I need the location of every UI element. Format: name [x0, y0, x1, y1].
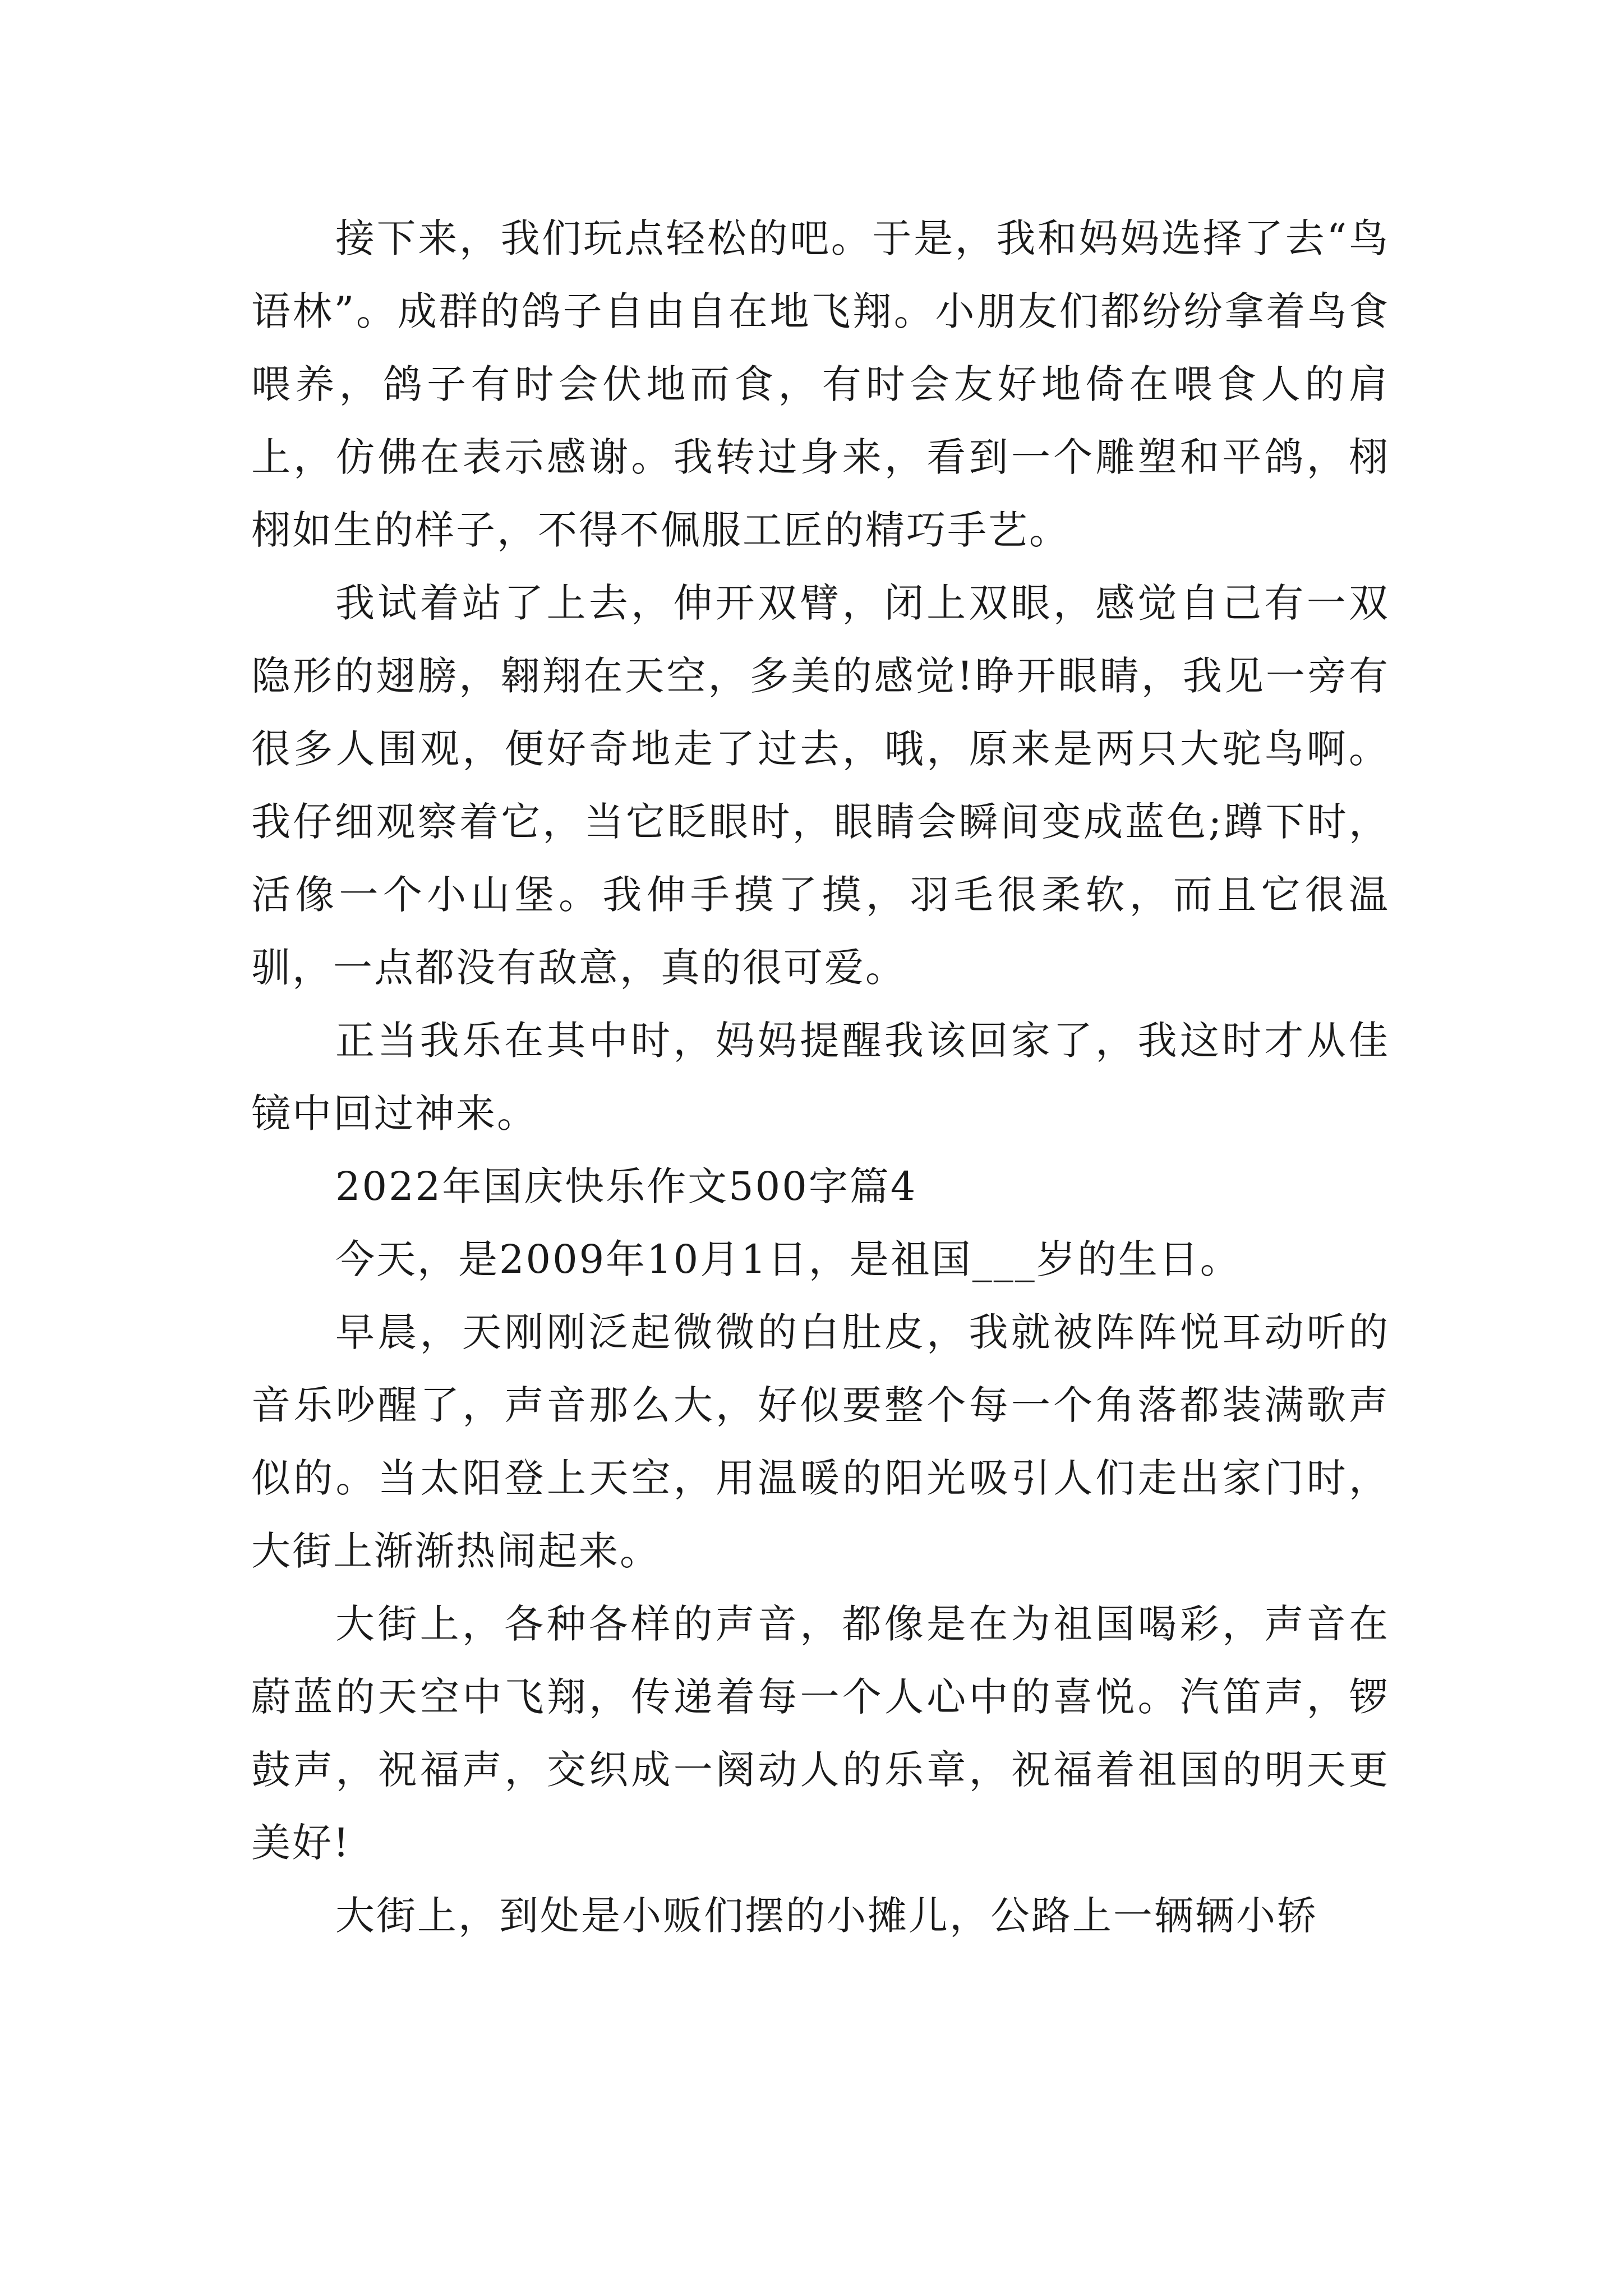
- paragraph-morning: 早晨，天刚刚泛起微微的白肚皮，我就被阵阵悦耳动听的音乐吵醒了，声音那么大，好似要整个每一个角落都装满歌声似的。当太阳登上天空，用温暖的阳光吸引人们走出家门时，大街上渐渐热闹起来。: [251, 1309, 1390, 1574]
- paragraph-date: 今天，是2009年10月1日，是祖国___岁的生日。: [335, 1236, 1241, 1282]
- paragraph-going-home: 正当我乐在其中时，妈妈提醒我该回家了，我这时才从佳镜中回过神来。: [251, 1018, 1390, 1137]
- paragraph-pigeons: 接下来，我们玩点轻松的吧。于是，我和妈妈选择了去“鸟语林”。成群的鸽子自由自在地飞翔。小朋友们都纷纷拿着鸟食喂养，鸽子有时会伏地而食，有时会友好地倚在喂食人的肩上，仿佛在表示感谢。我转过身来，看到一个雕塑和平鸽，栩栩如生的样子，不得不佩服工匠的精巧手艺。: [251, 215, 1390, 553]
- paragraph-street-stalls: 大街上，到处是小贩们摆的小摊儿，公路上一辆辆小轿: [335, 1893, 1318, 1939]
- document-body: [251, 202, 1390, 1952]
- paragraph-street-sounds: 大街上，各种各样的声音，都像是在为祖国喝彩，声音在蔚蓝的天空中飞翔，传递着每一个人心中的喜悦。汽笛声，锣鼓声，祝福声，交织成一阕动人的乐章，祝福着祖国的明天更美好!: [251, 1601, 1390, 1866]
- paragraph-ostrich: 我试着站了上去，伸开双臂，闭上双眼，感觉自己有一双隐形的翅膀，翱翔在天空，多美的感觉!睁开眼睛，我见一旁有很多人围观，便好奇地走了过去，哦，原来是两只大驼鸟啊。我仔细观察着它，当它眨眼时，眼睛会瞬间变成蓝色;蹲下时，活像一个小山堡。我伸手摸了摸，羽毛很柔软，而且它很温驯，一点都没有敌意，真的很可爱。: [251, 580, 1390, 991]
- section-heading: 2022年国庆快乐作文500字篇4: [335, 1163, 917, 1209]
